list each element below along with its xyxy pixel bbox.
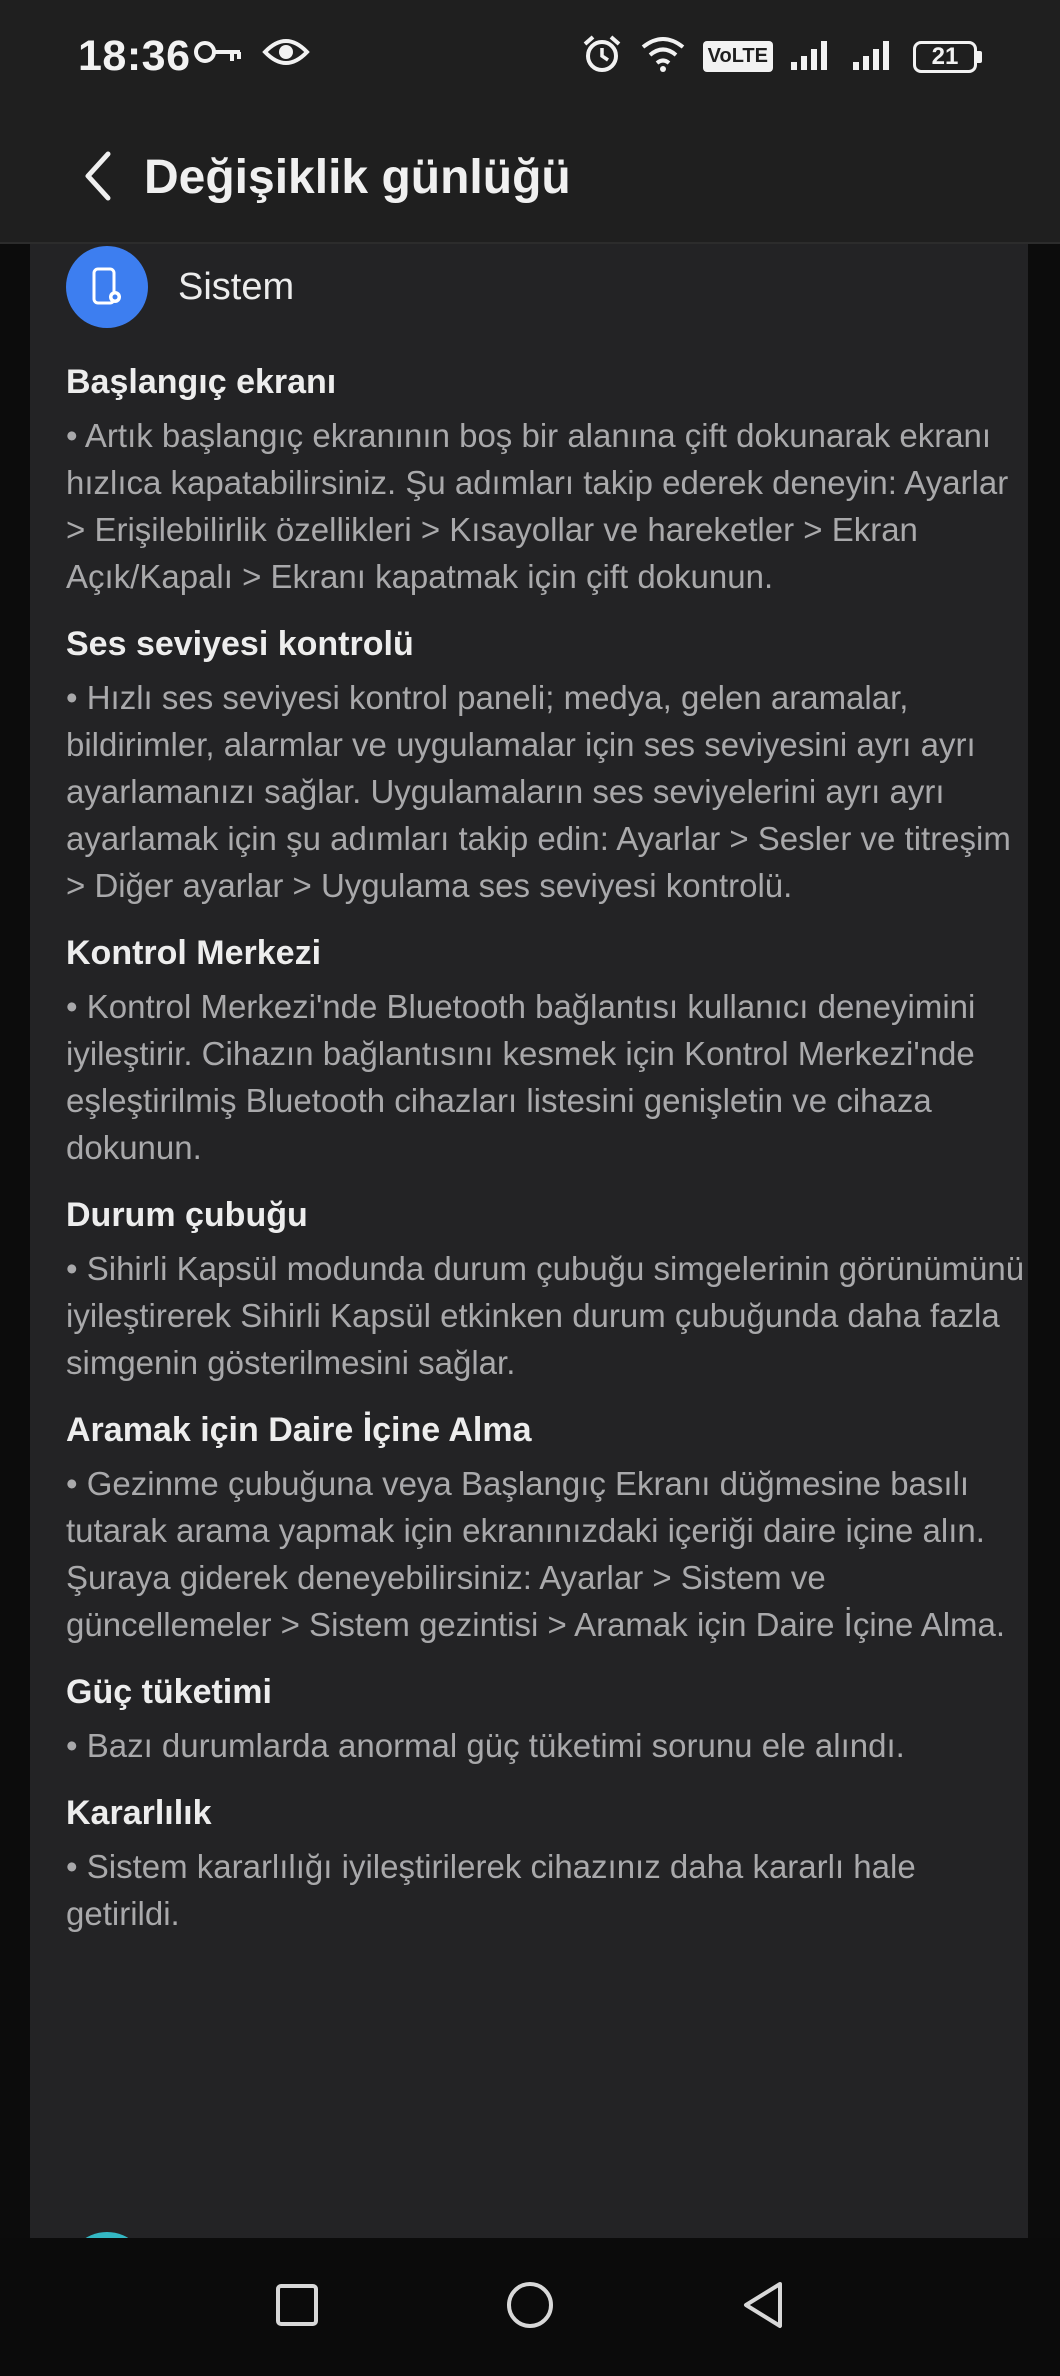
key-icon <box>192 37 244 72</box>
status-bar <box>0 0 1060 118</box>
item-title: Kararlılık <box>66 1794 212 1832</box>
list-item <box>66 620 1026 909</box>
phone-gear-icon <box>66 246 148 328</box>
back-button[interactable] <box>66 146 130 210</box>
eye-icon <box>262 36 310 73</box>
wifi-icon <box>639 35 687 78</box>
recents-button[interactable] <box>252 2262 342 2352</box>
page-title: Değişiklik günlüğü <box>144 151 571 204</box>
list-item <box>66 1789 1026 1937</box>
item-title: Başlangıç ekranı <box>66 363 337 401</box>
nav-back-button[interactable] <box>718 2262 808 2352</box>
item-text: • Hızlı ses seviyesi kontrol paneli; medya, gelen aramalar, bildirimler, alarmlar ve uygulamalar için ses seviyesini ayrı ayrı ayarlamanızı sağlar. Uygulamaların ses seviyelerini ayrı ayrı ayarlamak için şu adımları takip edin: Ayarlar > Sesler ve titreşim > Diğer ayarlar > Uygulama ses seviyesi kontrolü. <box>66 679 1011 904</box>
chevron-left-icon <box>80 150 116 207</box>
item-title: Güç tüketimi <box>66 1673 272 1711</box>
list-item <box>66 1668 1026 1769</box>
item-title: Durum çubuğu <box>66 1196 308 1234</box>
volte-icon <box>703 41 773 72</box>
item-text: • Sistem kararlılığı iyileştirilerek cihazınız daha kararlı hale getirildi. <box>66 1848 916 1932</box>
item-text: • Artık başlangıç ekranının boş bir alanına çift dokunarak ekranı hızlıca kapatabilirsiniz. Şu adımları takip ederek deneyin: Ayarlar > Erişilebilirlik özellikleri > Kısayollar ve hareketler > Ekran Açık/Kapalı > Ekranı kapatmak için çift dokunun. <box>66 417 1009 595</box>
home-button[interactable] <box>485 2262 575 2352</box>
section-title: Sistem <box>178 265 295 308</box>
item-title: Ses seviyesi kontrolü <box>66 625 414 663</box>
item-text: • Kontrol Merkezi'nde Bluetooth bağlantısı kullanıcı deneyimini iyileştirir. Cihazın bağlantısını kesmek için Kontrol Merkezi'nde eşleştirilmiş Bluetooth cihazları listesini genişletin ve cihaza dokunun. <box>66 988 976 1166</box>
item-title: Aramak için Daire İçine Alma <box>66 1411 532 1449</box>
status-left-icons <box>192 36 310 73</box>
alarm-icon <box>581 34 623 79</box>
list-item <box>66 1191 1026 1386</box>
signal-icon <box>789 36 835 77</box>
changelog-scroll-area[interactable] <box>0 244 1060 2238</box>
status-right-icons <box>581 34 982 79</box>
item-title: Kontrol Merkezi <box>66 934 322 972</box>
changelog-card <box>30 244 1028 2344</box>
item-text: • Sihirli Kapsül modunda durum çubuğu simgelerinin görünümünü iyileştirerek Sihirli Kapsül etkinken durum çubuğunda daha fazla simgenin gösterilmesini sağlar. <box>66 1250 1025 1381</box>
list-item <box>66 358 1026 600</box>
status-time: 18:36 <box>78 32 191 80</box>
back-triangle-icon <box>740 2280 786 2335</box>
app-bar <box>0 118 1060 244</box>
home-circle-icon <box>505 2280 555 2335</box>
item-text: • Gezinme çubuğuna veya Başlangıç Ekranı düğmesine basılı tutarak arama yapmak için ekranınızdaki içeriği daire içine alın. Şuraya giderek deneyebilirsiniz: Ayarlar > Sistem ve güncellemeler > Sistem gezintisi > Aramak için Daire İçine Alma. <box>66 1465 1006 1643</box>
item-text: • Bazı durumlarda anormal güç tüketimi sorunu ele alındı. <box>66 1727 905 1764</box>
changelog-items <box>66 358 1026 1957</box>
recents-square-icon <box>275 2283 319 2332</box>
battery-level: 21 <box>931 42 959 70</box>
battery-icon <box>913 41 982 73</box>
list-item <box>66 929 1026 1171</box>
list-item <box>66 1406 1026 1648</box>
section-header-sistem <box>66 246 294 328</box>
signal-icon <box>851 36 897 77</box>
system-nav-bar <box>0 2238 1060 2376</box>
volte-label: VoLTE <box>703 41 773 72</box>
